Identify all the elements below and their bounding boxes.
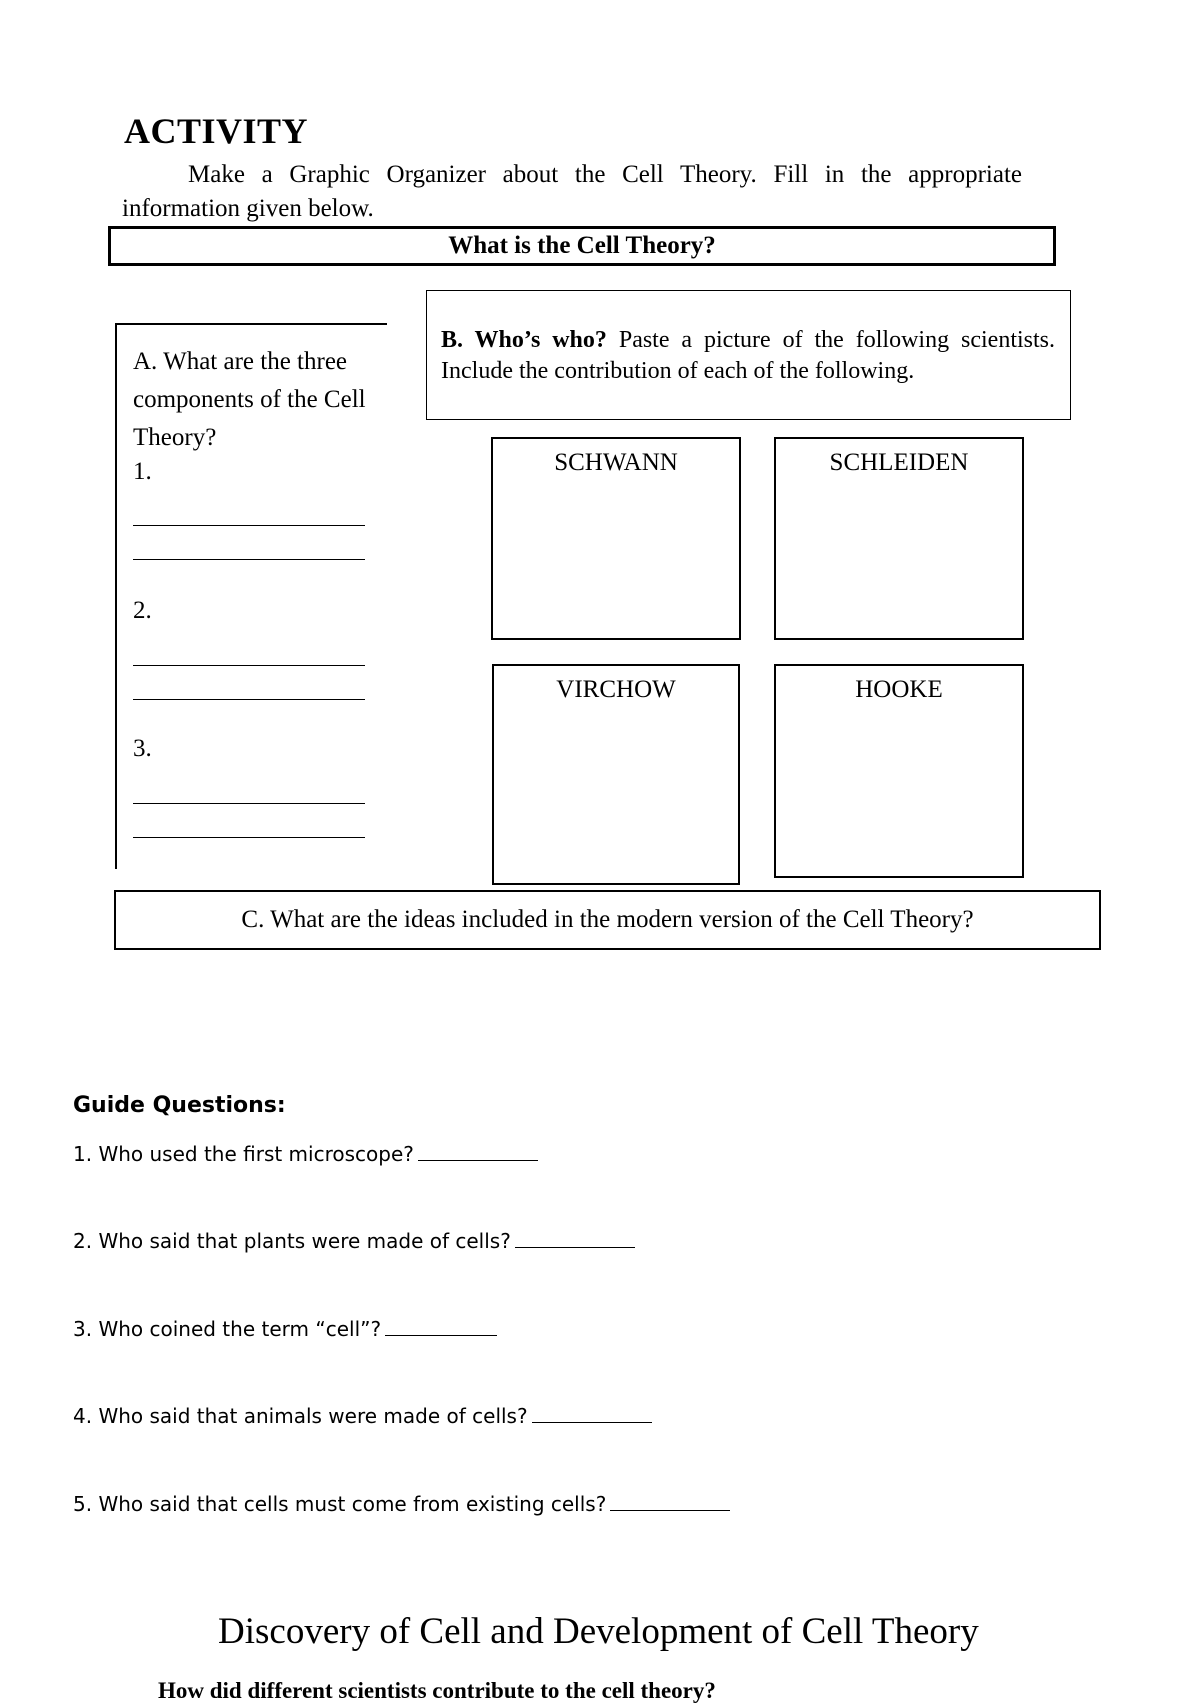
part-b-line-1: Paste a picture of the following scientists. [618, 327, 1055, 353]
guide-question-2-text: 2. Who said that plants were made of cells? [73, 1229, 511, 1253]
answer-blank-2a[interactable] [133, 665, 365, 666]
scientist-label-schleiden: SCHLEIDEN [829, 449, 969, 476]
guide-questions-heading: Guide Questions: [73, 1093, 286, 1118]
guide-question-3 [73, 1317, 497, 1341]
guide-question-2 [73, 1229, 635, 1253]
part-b-box [426, 290, 1071, 420]
guide-question-1 [73, 1142, 538, 1166]
cell-theory-question-box: What is the Cell Theory? [108, 226, 1056, 266]
guide-answer-blank-2[interactable] [515, 1229, 635, 1248]
guide-question-5 [73, 1492, 730, 1516]
scientist-label-schwann: SCHWANN [554, 449, 678, 476]
part-b-line-2: Include the contribution of each of the following. [441, 358, 915, 384]
part-c-box: C. What are the ideas included in the modern version of the Cell Theory? [114, 890, 1101, 950]
component-number-2: 2. [133, 597, 152, 624]
scientist-box-schleiden[interactable] [774, 437, 1024, 640]
scientist-box-hooke[interactable] [774, 664, 1024, 878]
component-number-1: 1. [133, 458, 152, 485]
scientist-box-schwann[interactable] [491, 437, 741, 640]
activity-instructions [122, 158, 1022, 226]
instruction-line-2: information given below. [122, 195, 374, 222]
activity-heading: ACTIVITY [124, 111, 309, 151]
guide-question-1-text: 1. Who used the first microscope? [73, 1142, 414, 1166]
guide-question-5-text: 5. Who said that cells must come from existing cells? [73, 1492, 607, 1516]
answer-blank-1b[interactable] [133, 559, 365, 560]
part-a-question: A. What are the three components of the Cell Theory? [133, 348, 366, 451]
guide-question-4 [73, 1404, 652, 1428]
discovery-subtitle: How did different scientists contribute to the cell theory? [158, 1678, 716, 1703]
component-number-3: 3. [133, 735, 152, 762]
guide-question-3-text: 3. Who coined the term “cell”? [73, 1317, 382, 1341]
answer-blank-1a[interactable] [133, 525, 365, 526]
discovery-title: Discovery of Cell and Development of Cell Theory [218, 1611, 979, 1652]
guide-answer-blank-4[interactable] [532, 1404, 652, 1423]
part-b-instructions [441, 325, 1055, 387]
guide-question-4-text: 4. Who said that animals were made of cells? [73, 1404, 528, 1428]
instruction-line-1: Make a Graphic Organizer about the Cell Theory. Fill in the appropriate [188, 161, 1022, 188]
answer-blank-3a[interactable] [133, 803, 365, 804]
scientist-box-virchow[interactable] [492, 664, 740, 885]
answer-blank-3b[interactable] [133, 837, 365, 838]
part-a-panel [115, 323, 387, 869]
scientist-label-virchow: VIRCHOW [556, 676, 676, 703]
guide-answer-blank-5[interactable] [610, 1492, 730, 1511]
guide-answer-blank-3[interactable] [385, 1317, 497, 1336]
answer-blank-2b[interactable] [133, 699, 365, 700]
guide-answer-blank-1[interactable] [418, 1142, 538, 1161]
scientist-label-hooke: HOOKE [855, 676, 943, 703]
part-b-lead: B. Who’s who? [441, 327, 607, 353]
